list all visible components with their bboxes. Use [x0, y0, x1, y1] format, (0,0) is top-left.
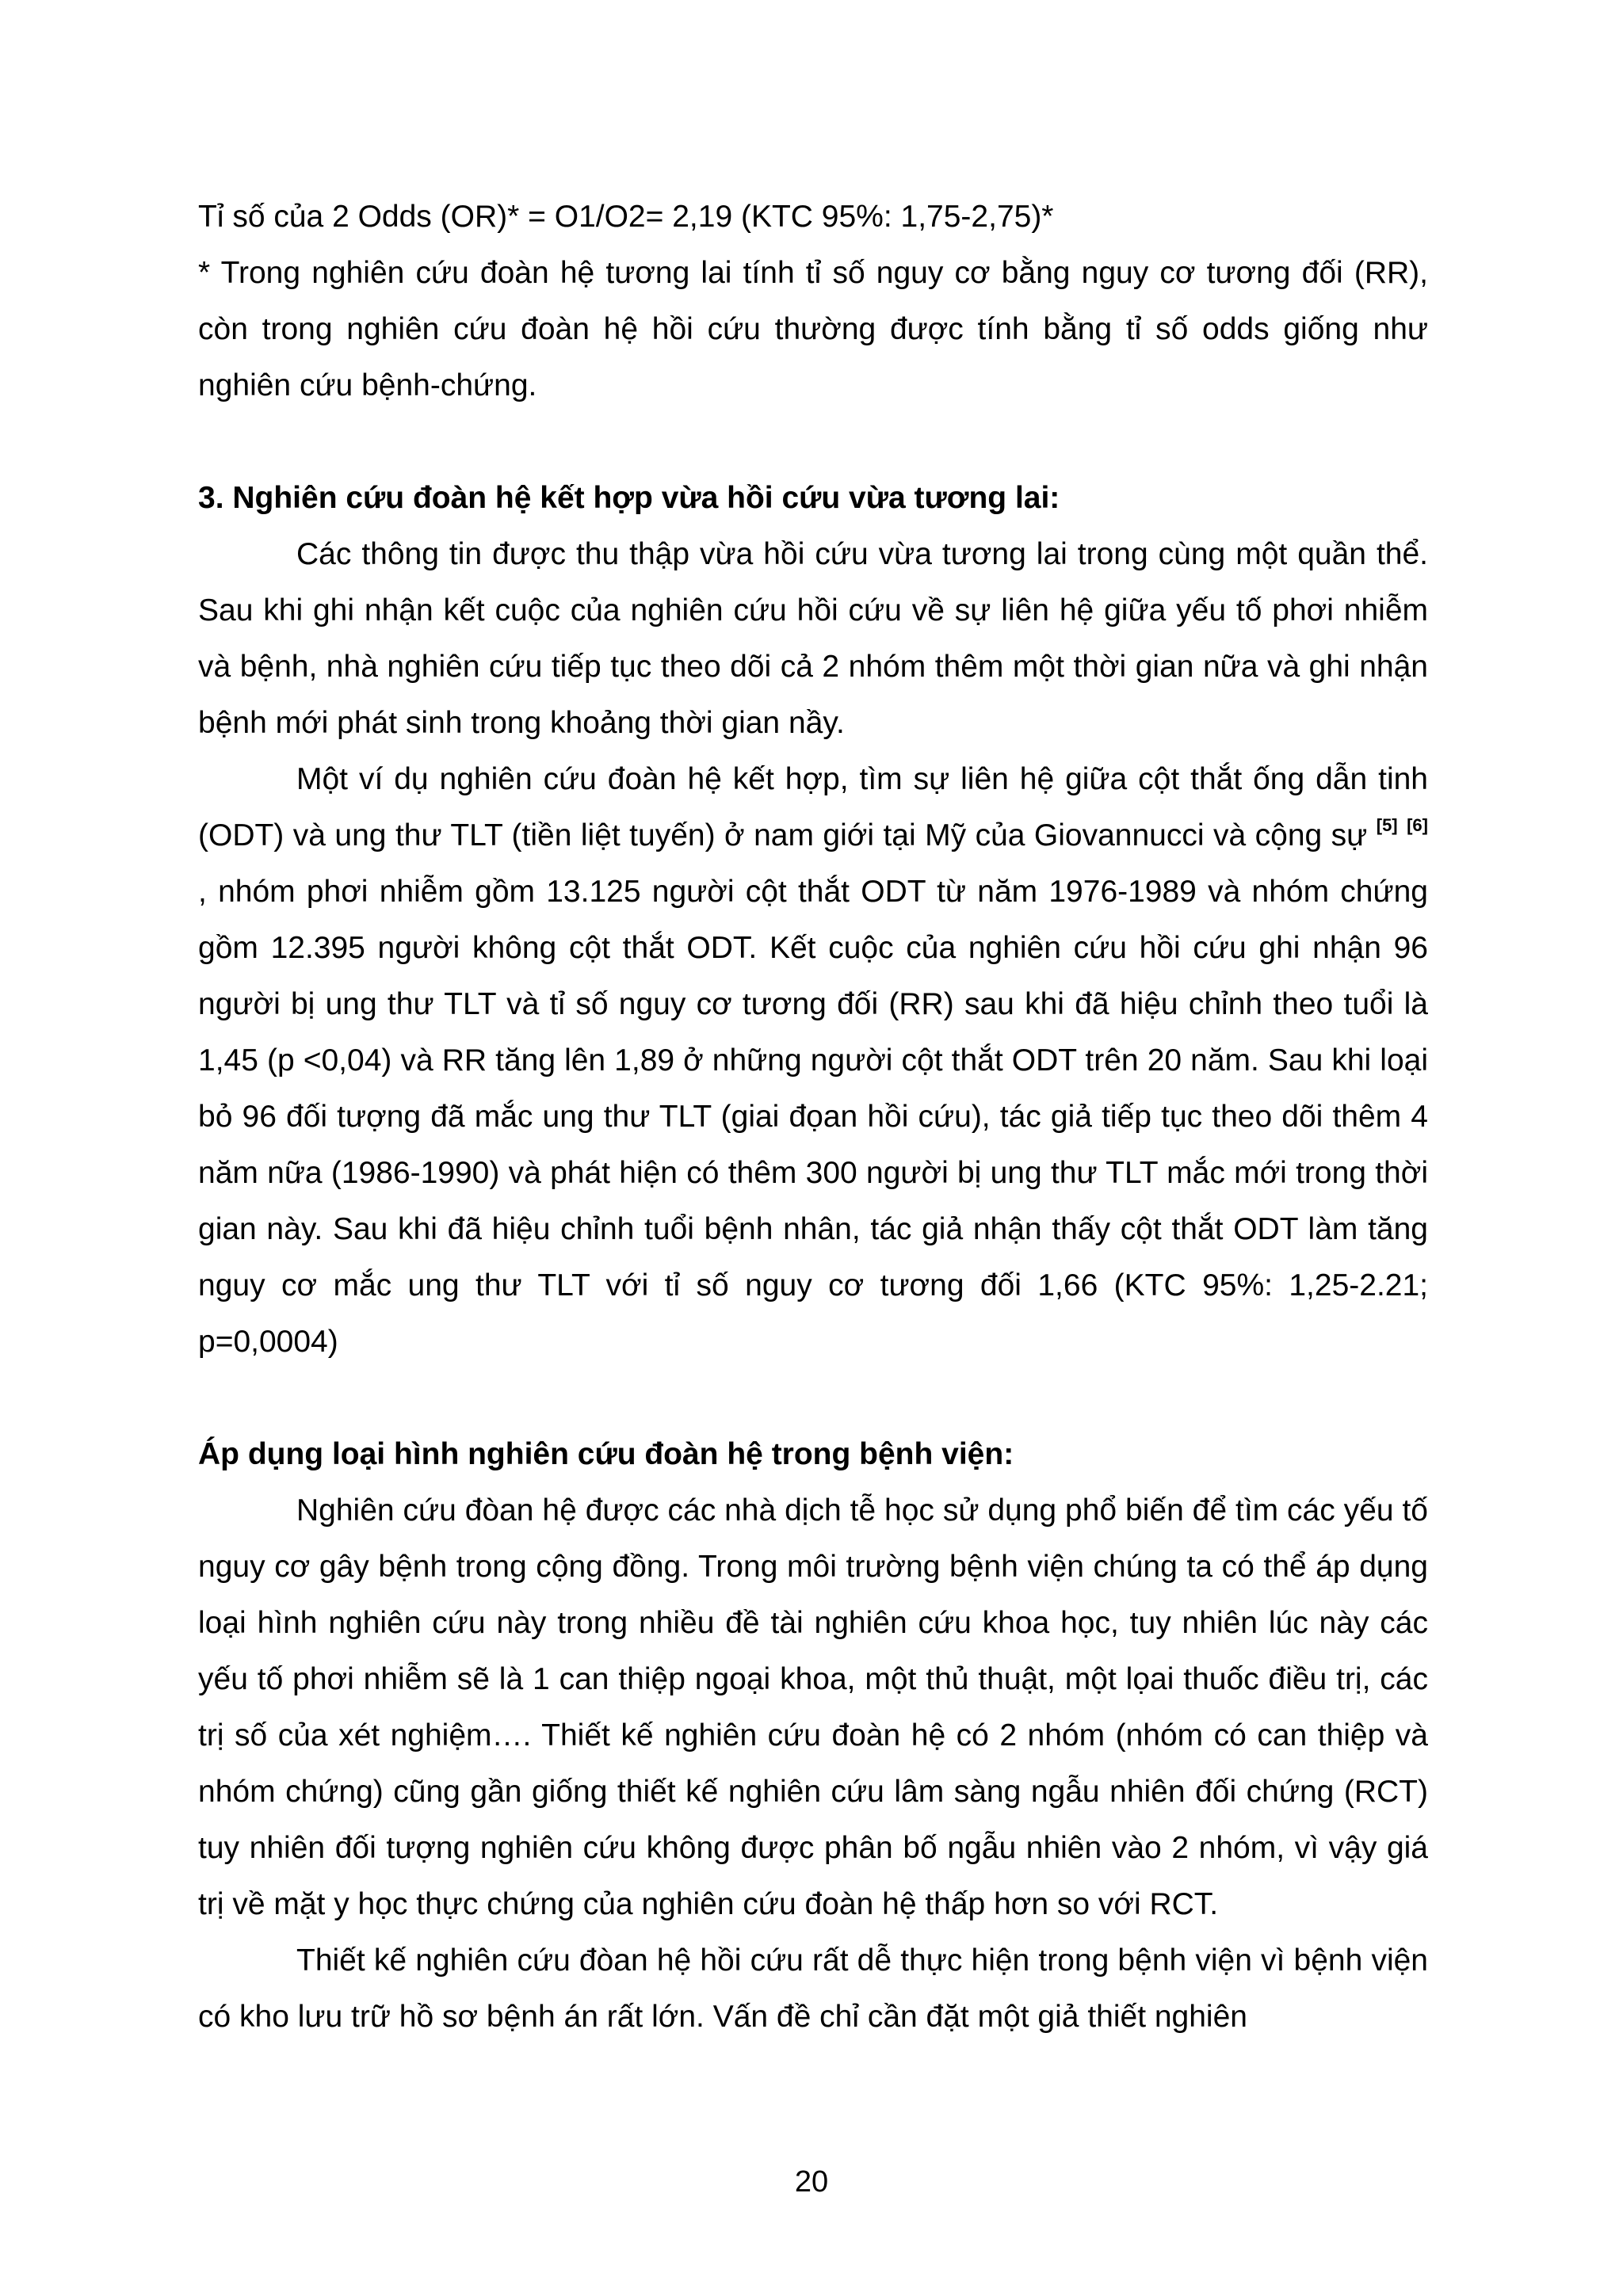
spacer	[198, 1370, 1428, 1426]
section-3-heading: 3. Nghiên cứu đoàn hệ kết hợp vừa hồi cứu vừa tương lai:	[198, 481, 1060, 515]
section-3-paragraph-1: Các thông tin được thu thập vừa hồi cứu vừa tương lai trong cùng một quần thể. Sau khi ghi nhận kết cuộc của nghiên cứu hồi cứu về sự liên hệ giữa yếu tố phơi nhiễm và bệnh, nhà nghiên cứu tiếp tục theo dõi cả 2 nhóm thêm một thời gian nữa và ghi nhận bệnh mới phát sinh trong khoảng thời gian nầy.	[198, 537, 1428, 740]
odds-ratio-line: Tỉ số của 2 Odds (OR)* = O1/O2= 2,19 (KTC 95%: 1,75-2,75)*	[198, 200, 1054, 234]
application-heading: Áp dụng loại hình nghiên cứu đoàn hệ trong bệnh viện:	[198, 1437, 1014, 1471]
application-paragraph-2: Thiết kế nghiên cứu đòan hệ hồi cứu rất dễ thực hiện trong bệnh viện vì bệnh viện có kho lưu trữ hồ sơ bệnh án rất lớn. Vấn đề chỉ cần đặt một giả thiết nghiên	[198, 1943, 1428, 2034]
spacer	[198, 414, 1428, 470]
reference-5: [5]	[1376, 815, 1398, 835]
paragraph-text-end: , nhóm phơi nhiễm gồm 13.125 người cột thắt ODT từ năm 1976-1989 và nhóm chứng gồm 12.395 người không cột thắt ODT. Kết cuộc của nghiên cứu hồi cứu ghi nhận 96 người bị ung thư TLT và tỉ số nguy cơ tương đối (RR) sau khi đã hiệu chỉnh theo tuổi là 1,45 (p <0,04) và RR tăng lên 1,89 ở những người cột thắt ODT trên 20 năm. Sau khi loại bỏ 96 đối tượng đã mắc ung thư TLT (giai đọan hồi cứu), tác giả tiếp tục theo dõi thêm 4 năm nữa (1986-1990) và phát hiện có thêm 300 người bị ung thư TLT mắc mới trong thời gian này. Sau khi đã hiệu chỉnh tuổi bệnh nhân, tác giả nhận thấy cột thắt ODT làm tăng nguy cơ mắc ung thư TLT với tỉ số nguy cơ tương đối 1,66 (KTC 95%: 1,25-2.21; p=0,0004)	[198, 875, 1428, 1359]
paragraph-text-start: Một ví dụ nghiên cứu đoàn hệ kết hợp, tìm sự liên hệ giữa cột thắt ống dẫn tinh (ODT) và ung thư TLT (tiền liệt tuyến) ở nam giới tại Mỹ của Giovannucci và cộng sự	[198, 762, 1428, 852]
page-number: 20	[794, 2165, 829, 2199]
section-3-paragraph-2	[198, 751, 1428, 1370]
application-paragraph-1: Nghiên cứu đòan hệ được các nhà dịch tễ học sử dụng phổ biến để tìm các yếu tố nguy cơ gây bệnh trong cộng đồng. Trong môi trường bệnh viện chúng ta có thể áp dụng loại hình nghiên cứu này trong nhiều đề tài nghiên cứu khoa học, tuy nhiên lúc này các yếu tố phơi nhiễm sẽ là 1 can thiệp ngoại khoa, một thủ thuật, một lọai thuốc điều trị, các trị số của xét nghiệm…. Thiết kế nghiên cứu đoàn hệ có 2 nhóm (nhóm có can thiệp và nhóm chứng) cũng gần giống thiết kế nghiên cứu lâm sàng ngẫu nhiên đối chứng (RCT) tuy nhiên đối tượng nghiên cứu không được phân bố ngẫu nhiên vào 2 nhóm, vì vậy giá trị về mặt y học thực chứng của nghiên cứu đoàn hệ thấp hơn so với RCT.	[198, 1493, 1428, 1921]
page-content	[198, 189, 1428, 2045]
footnote-paragraph: * Trong nghiên cứu đoàn hệ tương lai tính tỉ số nguy cơ bằng nguy cơ tương đối (RR), còn trong nghiên cứu đoàn hệ hồi cứu thường được tính bằng tỉ số odds giống như nghiên cứu bệnh-chứng.	[198, 256, 1428, 402]
reference-6: [6]	[1407, 815, 1428, 835]
